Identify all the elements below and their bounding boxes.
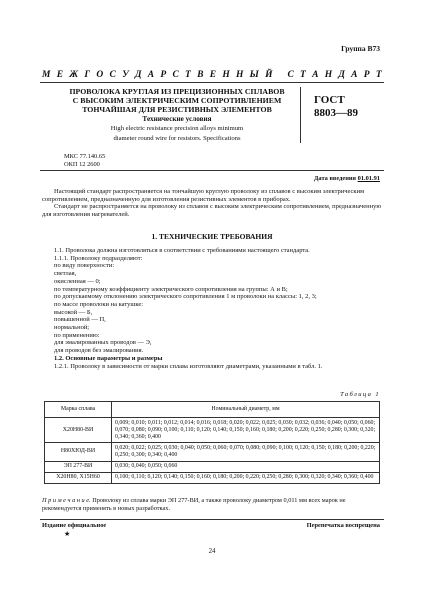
heading-letter: О [96, 70, 104, 80]
note-label: П р и м е ч а н и е. [42, 497, 91, 504]
req-line: 1.2.1. Проволоку в зависимости от марки сплава изготовляют диаметрами, указанными в табл. 1. [54, 362, 323, 370]
subsection-heading: 1.2. Основные параметры и размеры [54, 354, 163, 362]
effective-date-label: Дата введения [314, 175, 357, 182]
heading-letter: А [147, 70, 155, 80]
official-edition: Издание официальное [42, 522, 107, 529]
intro-text [42, 188, 382, 219]
diameter-table [44, 401, 380, 484]
heading-letter: Н [222, 70, 230, 80]
table-row [45, 461, 380, 472]
heading-letter: Т [375, 70, 382, 80]
alloy-grade-cell: Х20Н80, Х15Н60 [45, 472, 112, 483]
req-line: по допускаемому отклонению электрического сопротивления 1 м проволоки на классы: 1, 2, 3; [54, 293, 317, 301]
heading-letter: Р [363, 70, 370, 80]
req-line: 1.1.1. Проволоку подразделяют: [54, 254, 143, 262]
heading-letter: С [109, 70, 116, 80]
table-row [45, 472, 380, 483]
req-line: окисленная — 0; [54, 277, 101, 285]
req-line: светлая, [54, 270, 77, 278]
heading-letter: Р [160, 70, 167, 80]
req-line: нормальной; [54, 324, 90, 332]
req-line: повышенной — П, [54, 316, 106, 324]
req-line: по применению: [54, 331, 100, 339]
heading-letter: С [172, 70, 179, 80]
heading-letter: С [287, 70, 294, 80]
gost-number [314, 94, 358, 119]
footer-rule [40, 519, 384, 520]
alloy-grade-cell: Х20Н80-ВИ [45, 418, 112, 443]
title-divider [300, 87, 301, 143]
star-icon: ★ [64, 530, 71, 538]
heading-letter: В [197, 70, 204, 80]
table-row [45, 443, 380, 461]
heading-letter: А [312, 70, 319, 80]
mks-code: МКС 77.140.65 [64, 153, 106, 160]
diameter-cell: 0,030; 0,040; 0,050; 0,060 [112, 461, 380, 472]
req-line: по температурному коэффициенту электрического сопротивления на группы: А и В; [54, 285, 288, 293]
effective-date-value: 01.01.91 [357, 175, 380, 182]
page-number: 24 [208, 548, 216, 555]
gost-label: ГОСТ [314, 94, 345, 106]
note-text: Проволоку из сплава марки ЭП 277-ВИ, а также проволоку диаметром 0,011 мм всех марок не рекомендуется применять в новых разработках. [42, 497, 346, 512]
reprint-prohibited: Перепечатка воспрещена [306, 522, 380, 529]
table-row [45, 418, 380, 443]
req-line: 1.1. Проволока должна изготовляться в соответствии с требованиями настоящего стандарта. [54, 247, 310, 254]
table-note [42, 497, 382, 512]
heading-letter: Т [300, 70, 306, 80]
heading-letter: Е [56, 70, 64, 80]
req-line: высокой — Б, [54, 308, 93, 316]
header-alloy-grade: Марка сплава [45, 402, 112, 418]
req-line: для эмалированных проводов — Э, [54, 339, 152, 347]
heading-letter: Н [236, 70, 244, 80]
heading-letter: Д [134, 70, 142, 80]
heading-letter: Т [185, 70, 191, 80]
heading-letter [279, 70, 281, 80]
effective-date [314, 175, 380, 182]
intro-paragraph-1: Настоящий стандарт распространяется на тончайшую круглую проволоку из сплавов с высоким электрическим сопротивлением, предназначенную для изготовления резистивных элементов в приборах. [42, 188, 365, 203]
heading-letter: Н [324, 70, 333, 80]
document-title [62, 87, 292, 144]
heading-letter: Ж [69, 70, 79, 80]
alloy-grade-cell: ЭП 277-ВИ [45, 461, 112, 472]
heading-letter: Г [84, 70, 91, 80]
title-english-1: High electric resistance precision alloys minimum [110, 125, 244, 132]
gost-code: 8803—89 [314, 106, 358, 119]
title-english-2: diameter round wire for resistors. Specifications [113, 135, 241, 143]
heading-letter: Ы [249, 70, 259, 80]
table-header-row [45, 402, 380, 418]
title-line-2: С ВЫСОКИМ ЭЛЕКТРИЧЕСКИМ СОПРОТИВЛЕНИЕМ [72, 96, 282, 105]
diameter-cell: 0,020; 0,022; 0,025; 0,030; 0,040; 0,050; 0,060; 0,070; 0,080; 0,090; 0,100; 0,120; 0,150; 0,180; 0,200; 0,220; 0,250; 0,300; 0,340; 0,400 [112, 443, 380, 461]
alloy-grade-cell: Н80ХЮД-ВИ [45, 443, 112, 461]
heading-letter: М [42, 70, 51, 80]
heading-letter: А [351, 70, 358, 80]
heading-letter: У [122, 70, 129, 80]
title-line-3: ТОНЧАЙШАЯ ДЛЯ РЕЗИСТИВНЫХ ЭЛЕМЕНТОВ [82, 105, 272, 114]
okp-code: ОКП 12 2600 [64, 160, 100, 168]
classification-codes [64, 153, 105, 168]
interstate-standard-heading [42, 70, 382, 80]
section-heading: 1. ТЕХНИЧЕСКИЕ ТРЕБОВАНИЯ [151, 232, 273, 241]
diameter-cell: 0,009; 0,010; 0,011; 0,012; 0,014; 0,016; 0,018; 0,020; 0,022; 0,025; 0,030; 0,032; 0,036; 0,040; 0,050; 0,060; 0,070; 0,080; 0,090; 0,100; 0,110; 0,120; 0,140; 0,150; 0,160; 0,180; 0,200; 0,220; 0,250; 0,280; 0,300; 0,320; 0,340; 0,360; 0,400 [112, 418, 380, 443]
req-line: для проводов без эмалирования. [54, 347, 144, 355]
group-code: Группа В73 [341, 44, 380, 53]
date-rule [40, 170, 384, 171]
heading-letter: Д [338, 70, 345, 80]
header-rule [40, 82, 384, 83]
heading-letter: Й [265, 70, 273, 80]
table-label: Таблица 1 [340, 391, 380, 398]
req-line: по виду поверхности: [54, 262, 115, 270]
diameter-cell: 0,100; 0,110; 0,120; 0,140; 0,150; 0,160; 0,180; 0,200; 0,220; 0,250; 0,280; 0,300; 0,320; 0,340; 0,360; 0,400 [112, 472, 380, 483]
title-line-1: ПРОВОЛОКА КРУГЛАЯ ИЗ ПРЕЦИЗИОННЫХ СПЛАВОВ [69, 87, 285, 96]
title-subtitle: Технические условия [142, 115, 212, 123]
heading-letter: Е [209, 70, 217, 80]
req-line: по массе проволоки на катушке: [54, 300, 144, 308]
requirements-text [42, 247, 382, 370]
header-nominal-diameter: Номинальный диаметр, мм [112, 402, 380, 418]
intro-paragraph-2: Стандарт не распространяется на проволоку из сплавов с высоким электрическим сопротивлением, предназначенную для изготовления нагревателей. [42, 203, 382, 219]
